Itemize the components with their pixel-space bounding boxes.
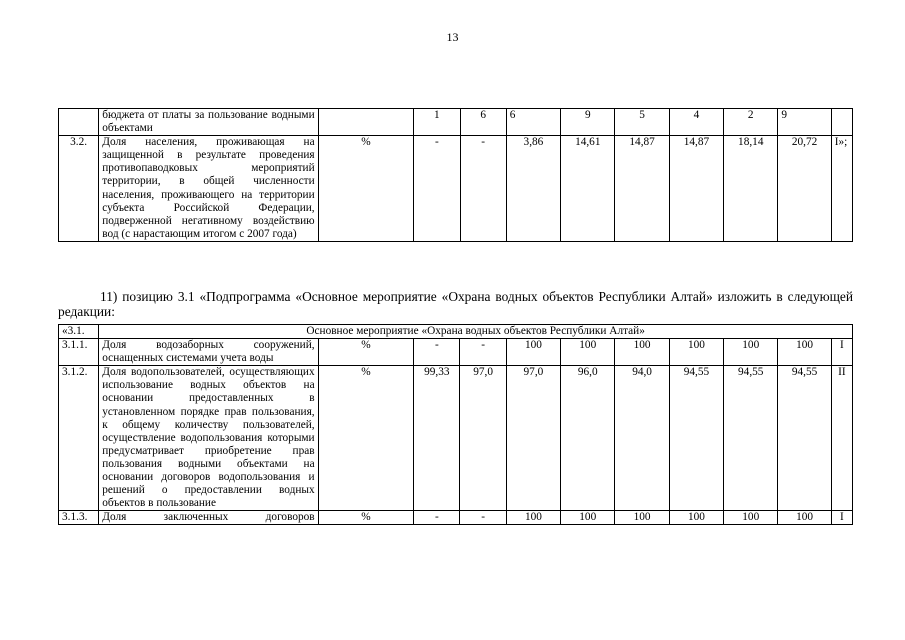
value-cell: 9 xyxy=(561,109,615,136)
page-number: 13 xyxy=(446,30,459,44)
value-cell: 5 xyxy=(615,109,669,136)
unit-cell: % xyxy=(318,511,414,525)
indicator-name: бюджета от платы за пользование водными объектами xyxy=(99,109,318,136)
unit-cell: % xyxy=(318,136,414,242)
value-cell: 100 xyxy=(506,511,560,525)
value-cell: 100 xyxy=(561,339,615,366)
indicator-name: Доля водозаборных сооружений, оснащенных системами учета воды xyxy=(99,339,318,366)
indicator-name: Доля заключенных договоров xyxy=(99,511,318,525)
value-cell: 100 xyxy=(778,339,831,366)
value-cell: 96,0 xyxy=(561,366,615,511)
value-cell: - xyxy=(460,511,506,525)
value-cell: 100 xyxy=(615,339,669,366)
value-cell: 97,0 xyxy=(506,366,560,511)
table-row xyxy=(59,109,853,136)
value-cell: 97,0 xyxy=(460,366,506,511)
row-number: 3.1.2. xyxy=(59,366,99,511)
row-number: 3.1.3. xyxy=(59,511,99,525)
value-cell: 100 xyxy=(561,511,615,525)
value-cell: 20,72 xyxy=(778,136,831,242)
value-cell: 99,33 xyxy=(414,366,460,511)
unit-cell: % xyxy=(318,366,414,511)
row-number xyxy=(59,109,99,136)
value-cell: 100 xyxy=(506,339,560,366)
unit-cell xyxy=(318,109,414,136)
value-cell: 6 xyxy=(506,109,560,136)
section-header-row xyxy=(59,325,853,339)
priority-cell: II xyxy=(831,366,852,511)
value-cell: - xyxy=(460,136,506,242)
row-number: 3.2. xyxy=(59,136,99,242)
priority-cell: I xyxy=(831,511,852,525)
value-cell: 100 xyxy=(669,339,723,366)
priority-cell xyxy=(831,109,852,136)
value-cell: 94,55 xyxy=(724,366,778,511)
value-cell: - xyxy=(414,339,460,366)
value-cell: 14,61 xyxy=(561,136,615,242)
priority-cell: I»; xyxy=(831,136,852,242)
value-cell: 14,87 xyxy=(669,136,723,242)
indicator-table-continued xyxy=(58,108,853,242)
value-cell: 100 xyxy=(669,511,723,525)
value-cell: 3,86 xyxy=(506,136,560,242)
value-cell: - xyxy=(414,136,460,242)
value-cell: 1 xyxy=(414,109,460,136)
section-number: «3.1. xyxy=(59,325,99,339)
value-cell: - xyxy=(460,339,506,366)
amendment-paragraph xyxy=(58,290,853,319)
indicator-name: Доля водопользователей, осуществляющих использование водных объектов на основании предоставленных в установленном порядке прав пользования, к общему количеству пользователей, осуществление водопользования которыми предусматривает приобретение прав пользования водными объектами на основании договоров водопользования и решений о предоставлении водных объектов в пользование xyxy=(99,366,318,511)
table-row xyxy=(59,511,853,525)
value-cell: 94,0 xyxy=(615,366,669,511)
value-cell: 4 xyxy=(669,109,723,136)
value-cell: 100 xyxy=(778,511,831,525)
priority-cell: I xyxy=(831,339,852,366)
indicator-name: Доля населения, проживающая на защищенной в результате проведения противопаводковых мероприятий территории, в общей численности населения, проживающего на территории субъекта Российской Федерации, подверженной негативному воздействию вод (с нарастающим итогом с 2007 года) xyxy=(99,136,318,242)
value-cell: 94,55 xyxy=(669,366,723,511)
value-cell: 18,14 xyxy=(724,136,778,242)
row-number: 3.1.1. xyxy=(59,339,99,366)
table-row xyxy=(59,366,853,511)
indicator-table-new-edition xyxy=(58,324,853,525)
value-cell: 100 xyxy=(724,339,778,366)
value-cell: 100 xyxy=(724,511,778,525)
value-cell: 100 xyxy=(615,511,669,525)
value-cell: 6 xyxy=(460,109,506,136)
value-cell: 94,55 xyxy=(778,366,831,511)
unit-cell: % xyxy=(318,339,414,366)
value-cell: 14,87 xyxy=(615,136,669,242)
value-cell: 2 xyxy=(724,109,778,136)
table-row xyxy=(59,136,853,242)
amendment-text: 11) позицию 3.1 «Подпрограмма «Основное мероприятие «Охрана водных объектов Республики Алтай» изложить в следующей редакции: xyxy=(58,289,853,319)
section-title: Основное мероприятие «Охрана водных объектов Республики Алтай» xyxy=(99,325,853,339)
value-cell: - xyxy=(414,511,460,525)
value-cell: 9 xyxy=(778,109,831,136)
table-row xyxy=(59,339,853,366)
